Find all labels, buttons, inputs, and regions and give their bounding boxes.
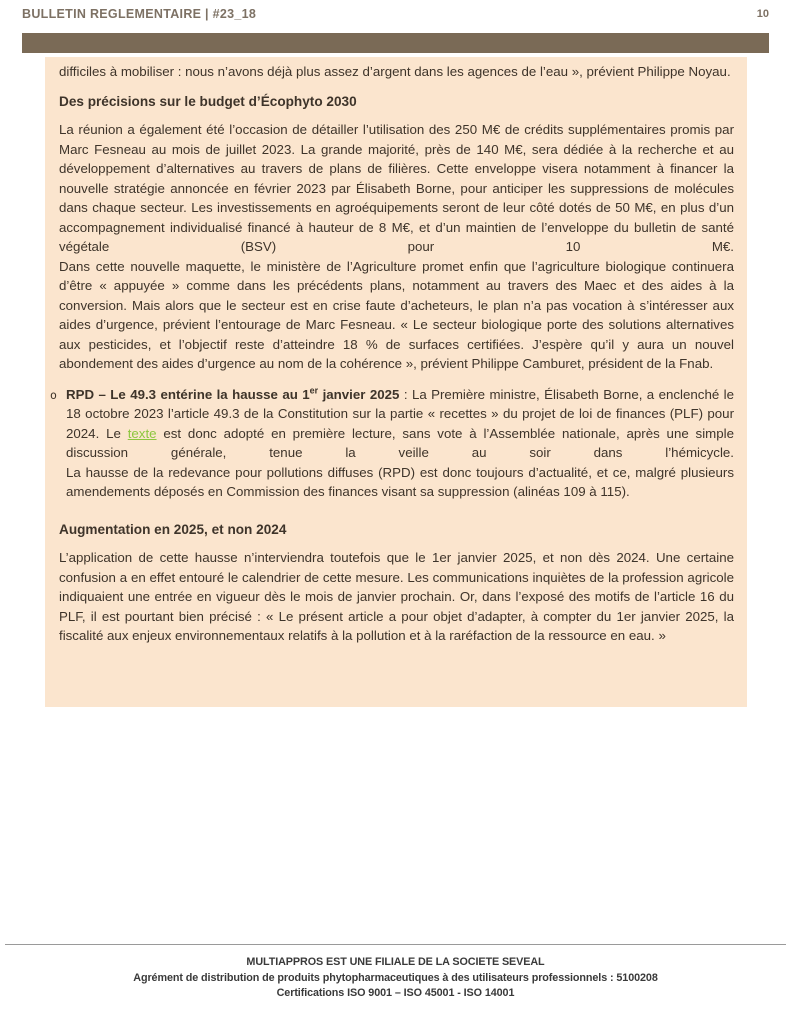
footer-certifications-line: Certifications ISO 9001 – ISO 45001 - ISO 14001 [276, 987, 515, 999]
section-heading-ecophyto: Des précisions sur le budget d’Écophyto 2030 [59, 93, 357, 109]
footer-company-line: MULTIAPPROS EST UNE FILIALE DE LA SOCIETE SEVEAL [246, 956, 545, 968]
bullet-body [66, 385, 734, 510]
budget-paragraph-part2: Dans cette nouvelle maquette, le ministère de l’Agriculture promet enfin que l’agriculture biologique continuera d’être « appuyée » comme dans les précédents plans, notamment au travers des Maec et des aides à la conversion. Mais alors que le secteur est en crise faute d’acheteurs, le plan n’a pas vocation à s’intéresser aux aides d’urgence, prévient l’entourage de Marc Fesneau. « Le secteur biologique porte des solutions alternatives aux pesticides, et l’objectif reste d’atteindre 18 % de surfaces certifiées. J’espère qu’il y aura un nouvel abondement des aides d’urgence au nom de la cohérence », prévient Philippe Camburet, président de la Fnab. [59, 258, 734, 371]
augmentation-paragraph: L’application de cette hausse n’interviendra toutefois que le 1er janvier 2025, et non dès 2024. Une certaine confusion a en effet entouré le calendrier de cette mesure. Les communications inquiètes de la profession agricole indiquaient une entrée en vigueur dès le mois de janvier prochain. Or, dans l’exposé des motifs de l’article 16 du PLF, il est pourtant bien précisé : « Le présent article a pour objet d’adapter, à compter du 1er janvier 2025, la fiscalité aux enjeux environnementaux relatifs à la pollution et à la raréfaction de la ressource en eau. » [59, 550, 734, 643]
rpd-paragraph-1 [66, 385, 734, 463]
rpd-bold-lead-end: janvier 2025 [318, 386, 400, 402]
header-divider-bar [22, 33, 769, 53]
footer-agrement-line: Agrément de distribution de produits phytopharmaceutiques à des utilisateurs professionnels : 5100208 [133, 971, 658, 984]
bullet-marker: o [50, 387, 57, 402]
rpd-paragraph-2: La hausse de la redevance pour pollutions diffuses (RPD) est donc toujours d’actualité, et ce, malgré plusieurs amendements déposés en Commission des finances visant sa suppression (alinéas 109 à 115). [66, 464, 734, 499]
page-footer [5, 944, 786, 1002]
bulletin-header-title: BULLETIN REGLEMENTAIRE | #23_18 [22, 7, 257, 21]
section-heading-augmentation: Augmentation en 2025, et non 2024 [59, 521, 287, 537]
content-panel [45, 57, 747, 707]
texte-link[interactable]: texte [127, 425, 157, 441]
rpd-bold-lead: RPD – Le 49.3 entérine la hausse au 1 [66, 386, 310, 402]
budget-paragraph-part1: La réunion a également été l’occasion de détailler l’utilisation des 250 M€ de crédits supplémentaires promis par Marc Fesneau au mois de juillet 2023. La grande majorité, près de 140 M€, sera dédiée à la recherche et au développement d’alternatives au travers de plans de filières. Cette enveloppe visera notamment à financer la nouvelle stratégie annoncée en février 2023 par Élisabeth Borne, pour anticiper les suppressions de molécules dans chaque secteur. Les investissements en agroéquipements seront de leur côté dotés de 50 M€, en plus d’un accompagnement individualisé financé à hauteur de 8 M€, et d’un maintien de l’enveloppe du bulletin de santé végétale (BSV) pour 10 M€. [59, 122, 734, 254]
rpd-text-after-link: est donc adopté en première lecture, sans vote à l’Assemblée nationale, après une simple discussion générale, tenue la veille au soir dans l’hémicycle. [66, 425, 734, 460]
rpd-text-before-link: : La Première ministre, Élisabeth Borne, a enclenché le 18 octobre 2023 l’article 49.3 de la Constitution sur la partie « recettes » du projet de loi de finances (PLF) pour 2024. Le [66, 386, 734, 441]
bullet-item-rpd [50, 385, 734, 510]
rpd-superscript: er [309, 385, 319, 396]
intro-paragraph: difficiles à mobiliser : nous n’avons déjà plus assez d’argent dans les agences de l’eau », prévient Philippe Noyau. [59, 64, 731, 79]
page-number: 10 [756, 8, 769, 20]
rpd-bold-title [66, 387, 399, 402]
